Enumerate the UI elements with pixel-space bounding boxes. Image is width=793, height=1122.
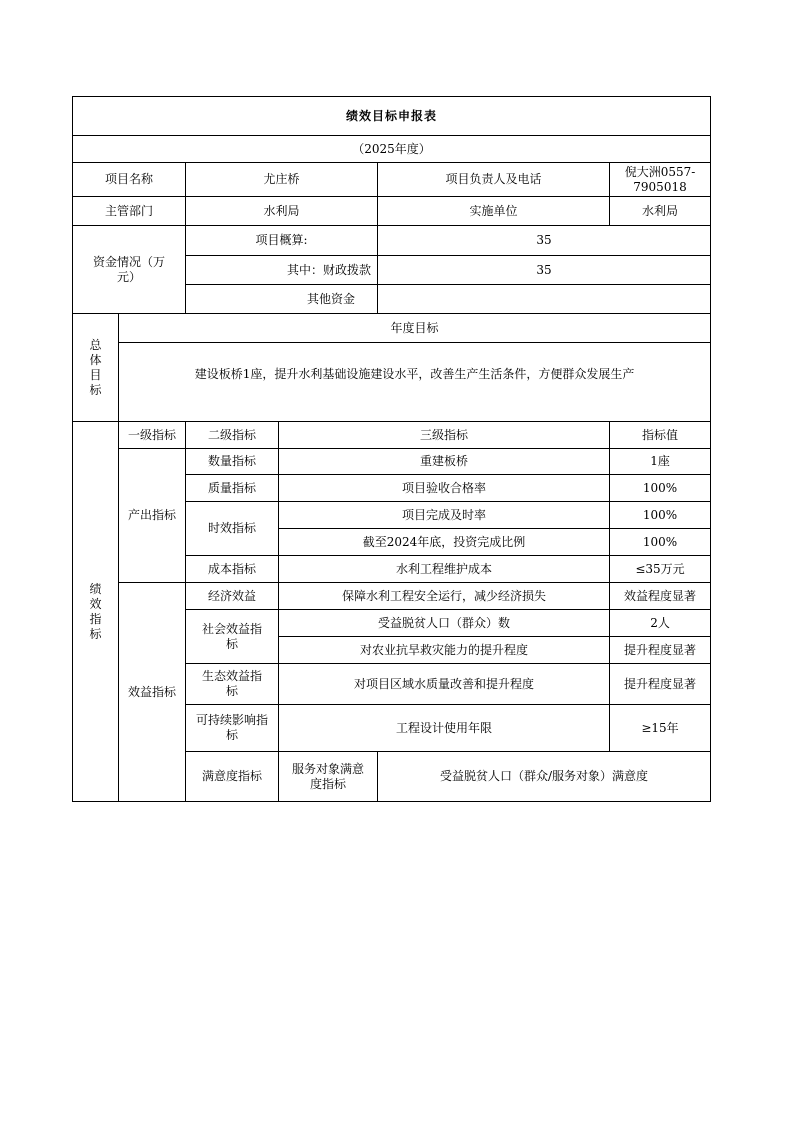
indicator-name: 对农业抗旱救灾能力的提升程度 (279, 637, 610, 664)
sub-cost: 成本指标 (186, 556, 279, 583)
indicator-value: 提升程度显著 (610, 637, 711, 664)
owner-value: 倪大洲0557-7905018 (610, 163, 711, 197)
owner-label: 项目负责人及电话 (378, 163, 610, 197)
performance-goal-form (72, 96, 711, 802)
indicator-value: ≥15年 (610, 705, 711, 752)
overall-goal-label (73, 314, 119, 422)
indicator-value: 1座 (610, 449, 711, 475)
budget-value: 35 (378, 226, 711, 256)
indicator-value: 提升程度显著 (610, 664, 711, 705)
funds-label: 资金情况（万元） (73, 226, 186, 314)
annual-goal-header: 年度目标 (119, 314, 711, 343)
group-output: 产出指标 (119, 449, 186, 583)
indicator-name: 重建板桥 (279, 449, 610, 475)
indicator-name: 截至2024年底，投资完成比例 (279, 529, 610, 556)
indicator-name: 水利工程维护成本 (279, 556, 610, 583)
budget-label: 项目概算: (186, 226, 378, 256)
other-funds-label: 其他资金 (186, 285, 378, 314)
project-name-label: 项目名称 (73, 163, 186, 197)
annual-goal-text: 建设板桥1座，提升水利基础设施建设水平，改善生产生活条件，方便群众发展生产 (119, 343, 711, 422)
indicator-value: 100% (610, 475, 711, 502)
header-level2: 二级指标 (186, 422, 279, 449)
overall-label-char: 标 (89, 382, 102, 397)
dept-value: 水利局 (186, 197, 378, 226)
indicator-value: 2人 (610, 610, 711, 637)
other-funds-value (378, 285, 711, 314)
overall-label-char: 目 (89, 367, 102, 382)
impl-label: 实施单位 (378, 197, 610, 226)
indicator-value: 100% (610, 529, 711, 556)
dept-label: 主管部门 (73, 197, 186, 226)
sub-sustainable: 可持续影响指标 (186, 705, 279, 752)
indicator-value: ≤35万元 (610, 556, 711, 583)
indicator-label-char: 效 (89, 596, 102, 611)
form-year: （2025年度） (73, 136, 711, 163)
indicator-name: 保障水利工程安全运行，减少经济损失 (279, 583, 610, 610)
indicator-name: 受益脱贫人口（群众）数 (279, 610, 610, 637)
header-level1: 一级指标 (119, 422, 186, 449)
sub-service-satisfaction: 服务对象满意度指标 (279, 752, 378, 802)
indicator-name: 受益脱贫人口（群众/服务对象）满意度 (378, 752, 711, 802)
overall-label-char: 总 (89, 337, 102, 352)
fiscal-value: 35 (378, 256, 711, 285)
indicator-label-char: 标 (89, 626, 102, 641)
indicator-value: 100% (610, 502, 711, 529)
indicator-name: 对项目区域水质量改善和提升程度 (279, 664, 610, 705)
project-name-value: 尤庄桥 (186, 163, 378, 197)
sub-social: 社会效益指标 (186, 610, 279, 664)
sub-timeliness: 时效指标 (186, 502, 279, 556)
indicator-value: 效益程度显著 (610, 583, 711, 610)
sub-quantity: 数量指标 (186, 449, 279, 475)
header-value: 指标值 (610, 422, 711, 449)
sub-economic: 经济效益 (186, 583, 279, 610)
group-satisfaction: 满意度指标 (186, 752, 279, 802)
fiscal-label: 其中：财政拨款 (186, 256, 378, 285)
group-benefit: 效益指标 (119, 583, 186, 802)
sub-ecological: 生态效益指标 (186, 664, 279, 705)
indicator-label-char: 绩 (89, 581, 102, 596)
overall-label-char: 体 (89, 352, 102, 367)
indicator-label-char: 指 (89, 611, 102, 626)
header-level3: 三级指标 (279, 422, 610, 449)
indicator-name: 项目完成及时率 (279, 502, 610, 529)
impl-value: 水利局 (610, 197, 711, 226)
form-title: 绩效目标申报表 (73, 97, 711, 136)
indicator-name: 工程设计使用年限 (279, 705, 610, 752)
performance-indicator-label (73, 422, 119, 802)
indicator-name: 项目验收合格率 (279, 475, 610, 502)
sub-quality: 质量指标 (186, 475, 279, 502)
